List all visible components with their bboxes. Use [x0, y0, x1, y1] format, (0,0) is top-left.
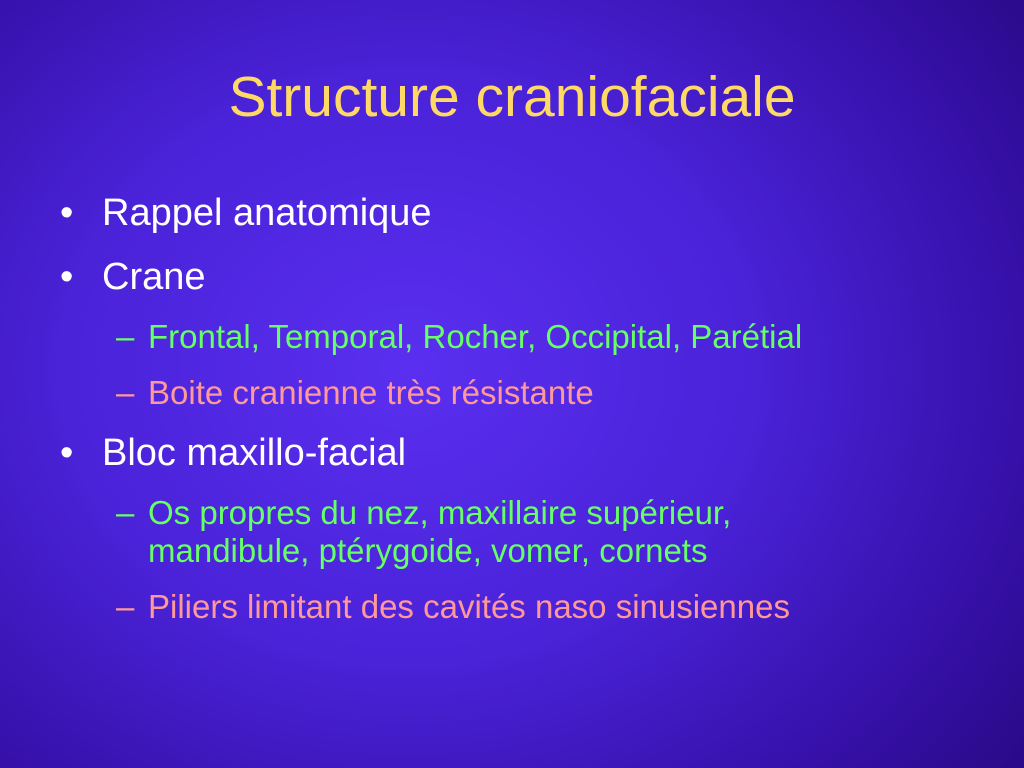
bullet-rappel-anatomique	[60, 190, 980, 236]
subitem-os-propres	[60, 494, 980, 570]
slide-title: Structure craniofaciale	[228, 65, 796, 129]
dash-icon: –	[116, 374, 135, 411]
dash-icon: –	[116, 588, 135, 625]
subitem-text: Frontal, Temporal, Rocher, Occipital, Parétial	[148, 318, 803, 355]
bullet-icon: •	[60, 432, 74, 474]
bullet-crane	[60, 254, 980, 300]
bullet-text: Crane	[102, 256, 206, 298]
bullet-icon: •	[60, 256, 74, 298]
bullet-text: Rappel anatomique	[102, 192, 432, 234]
subitem-text-line-1: Os propres du nez, maxillaire supérieur,	[148, 494, 732, 531]
subitem-text: Piliers limitant des cavités naso sinusiennes	[148, 588, 790, 625]
subitem-crane-bones	[60, 318, 980, 356]
bullet-text: Bloc maxillo-facial	[102, 432, 407, 474]
dash-icon: –	[116, 318, 135, 355]
subitem-text-line-2: mandibule, ptérygoide, vomer, cornets	[148, 532, 708, 569]
bullet-bloc-maxillo-facial	[60, 430, 980, 476]
subitem-text: Boite cranienne très résistante	[148, 374, 594, 411]
subitem-boite-cranienne	[60, 374, 980, 412]
slide-content	[60, 190, 980, 644]
dash-icon: –	[116, 494, 135, 531]
subitem-piliers	[60, 588, 980, 626]
bullet-icon: •	[60, 192, 74, 234]
